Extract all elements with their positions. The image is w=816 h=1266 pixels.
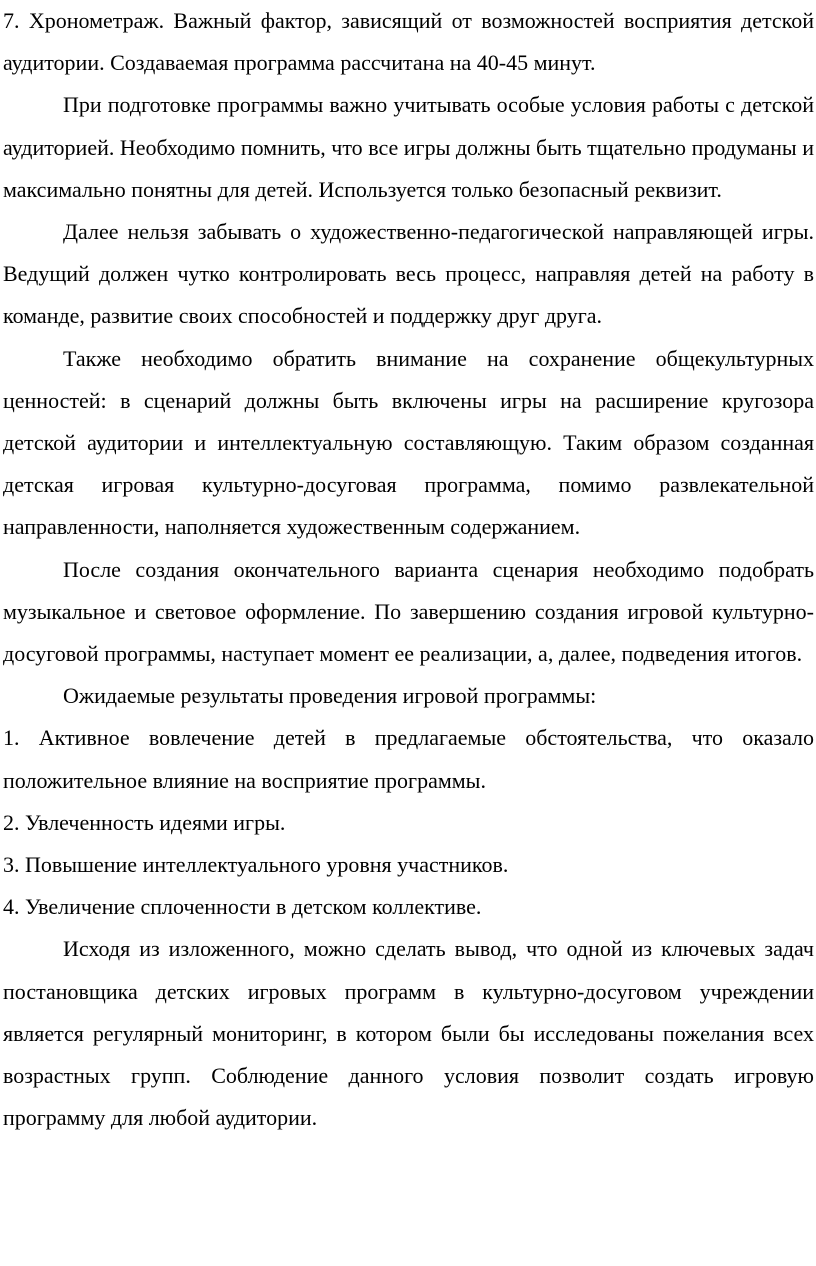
paragraph-values: Также необходимо обратить внимание на сохранение общекультурных ценностей: в сценарий должны быть включены игры на расширение кругозора детской аудитории и интеллектуальную составляющую. Таким образом созданная детская игровая культурно-досуговая программа, помимо развлекательной направленности, наполняется художественным содержанием.	[3, 345, 814, 540]
list-item: 3. Повышение интеллектуального уровня участников.	[3, 852, 509, 878]
paragraph-preparation: При подготовке программы важно учитывать особые условия работы с детской аудиторией. Необходимо помнить, что все игры должны быть тщательно продуманы и максимально понятны для детей. Используется только безопасный реквизит.	[3, 92, 814, 202]
results-list	[3, 717, 814, 928]
paragraph-results-heading: Ожидаемые результаты проведения игровой программы:	[63, 683, 597, 709]
paragraph-conclusion: Исходя из изложенного, можно сделать вывод, что одной из ключевых задач постановщика детских игровых программ в культурно-досуговом учреждении является регулярный мониторинг, в котором были бы исследованы пожелания всех возрастных групп. Соблюдение данного условия позволит создать игровую программу для любой аудитории.	[3, 936, 814, 1131]
paragraph-direction: Далее нельзя забывать о художественно-педагогической направляющей игры. Ведущий должен чутко контролировать весь процесс, направляя детей на работу в команде, развитие своих способностей и поддержку друг друга.	[3, 219, 814, 329]
list-item: 4. Увеличение сплоченности в детском коллективе.	[3, 894, 482, 920]
paragraph-final: После создания окончательного варианта сценария необходимо подобрать музыкальное и световое оформление. По завершению создания игровой культурно-досуговой программы, наступает момент ее реализации, а, далее, подведения итогов.	[3, 556, 814, 667]
list-item: 2. Увлеченность идеями игры.	[3, 809, 286, 835]
paragraph-timing: 7. Хронометраж. Важный фактор, зависящий от возможностей восприятия детской аудитории. Создаваемая программа рассчитана на 40-45 минут.	[3, 8, 814, 76]
list-item: 1. Активное вовлечение детей в предлагаемые обстоятельства, что оказало положительное влияние на восприятие программы.	[3, 725, 814, 793]
